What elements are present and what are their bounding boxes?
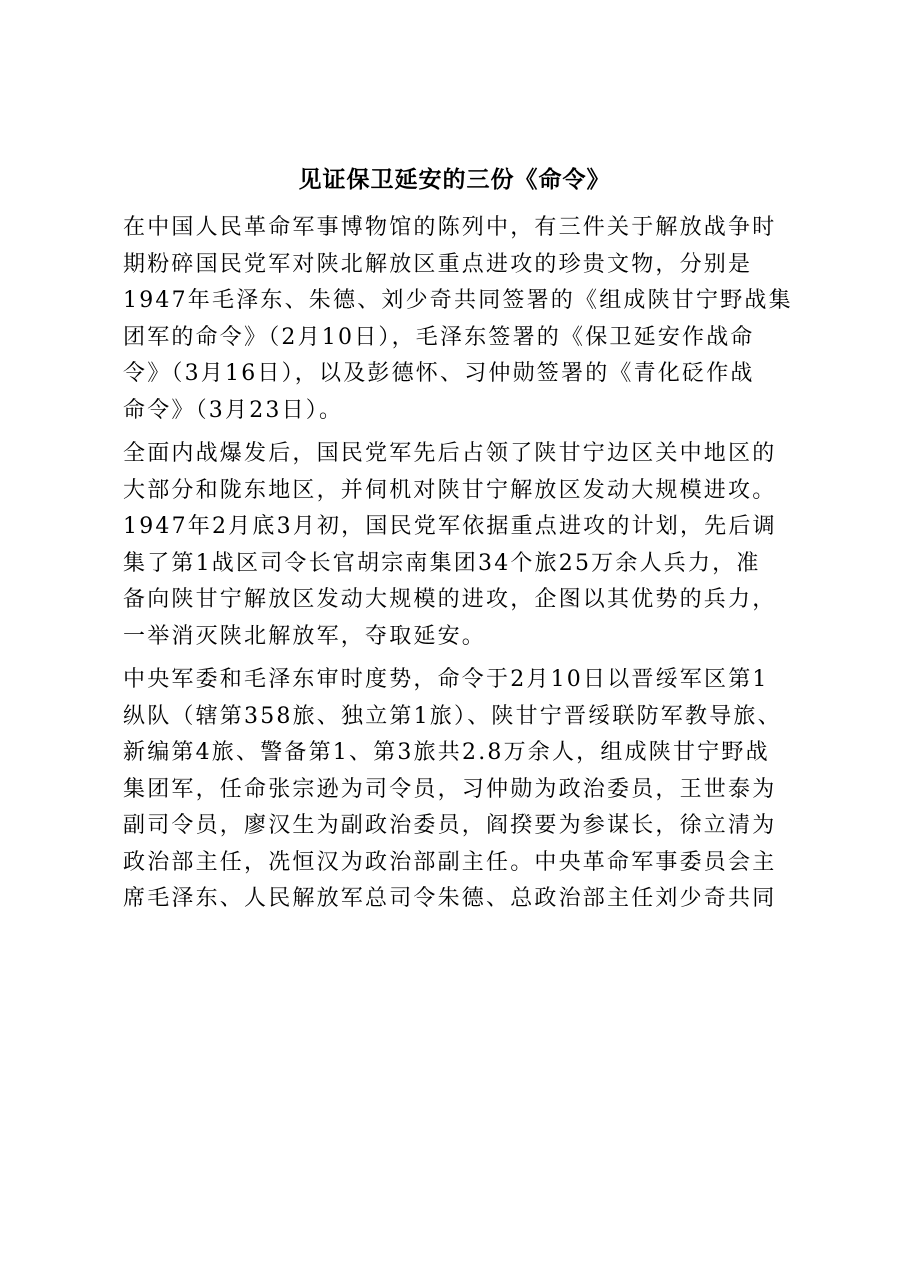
text-line: 新编第4旅、警备第1、第3旅共2.8万余人，组成陕甘宁野战 xyxy=(123,740,770,765)
text-line: 在中国人民革命军事博物馆的陈列中，有三件关于解放战争时 xyxy=(123,215,777,240)
text-line: 团军的命令》（2月10日），毛泽东签署的《保卫延安作战命 xyxy=(123,324,755,350)
text-line: 1947年2月底3月初，国民党军依据重点进攻的计划，先后调 xyxy=(123,514,777,539)
text-line: 一举消灭陕北解放军，夺取延安。 xyxy=(123,623,487,649)
text-line: 1947年毛泽东、朱德、刘少奇共同签署的《组成陕甘宁野战集 xyxy=(123,288,793,313)
paragraph-3 xyxy=(123,662,803,918)
document-body xyxy=(123,210,803,918)
text-line: 集团军，任命张宗逊为司令员，习仲勋为政治委员，王世泰为 xyxy=(123,776,777,802)
text-line: 大部分和陇东地区，并伺机对陕甘宁解放区发动大规模进攻。 xyxy=(123,477,777,503)
text-line: 备向陕甘宁解放区发动大规模的进攻，企图以其优势的兵力， xyxy=(123,587,777,612)
text-line: 政治部主任，冼恒汉为政治部副主任。中央革命军事委员会主 xyxy=(123,849,777,875)
text-line: 集了第1战区司令长官胡宗南集团34个旅25万余人兵力，准 xyxy=(123,550,761,576)
paragraph-1 xyxy=(123,210,803,429)
text-line: 令》（3月16日），以及彭德怀、习仲勋签署的《青化砭作战 xyxy=(123,361,755,386)
text-line: 全面内战爆发后，国民党军先后占领了陕甘宁边区关中地区的 xyxy=(123,441,777,466)
text-line: 命令》（3月23日）。 xyxy=(123,397,344,423)
text-line: 中央军委和毛泽东审时度势，命令于2月10日以晋绥军区第1 xyxy=(123,667,769,692)
text-line: 副司令员，廖汉生为副政治委员，阎揆要为参谋长，徐立清为 xyxy=(123,813,777,838)
text-line: 纵队（辖第358旅、独立第1旅）、陕甘宁晋绥联防军教导旅、 xyxy=(123,703,782,729)
document-title: 见证保卫延安的三份《命令》 xyxy=(298,166,611,193)
text-line: 席毛泽东、人民解放军总司令朱德、总政治部主任刘少奇共同 xyxy=(123,886,777,911)
paragraph-2 xyxy=(123,436,803,655)
text-line: 期粉碎国民党军对陕北解放区重点进攻的珍贵文物，分别是 xyxy=(123,251,753,277)
